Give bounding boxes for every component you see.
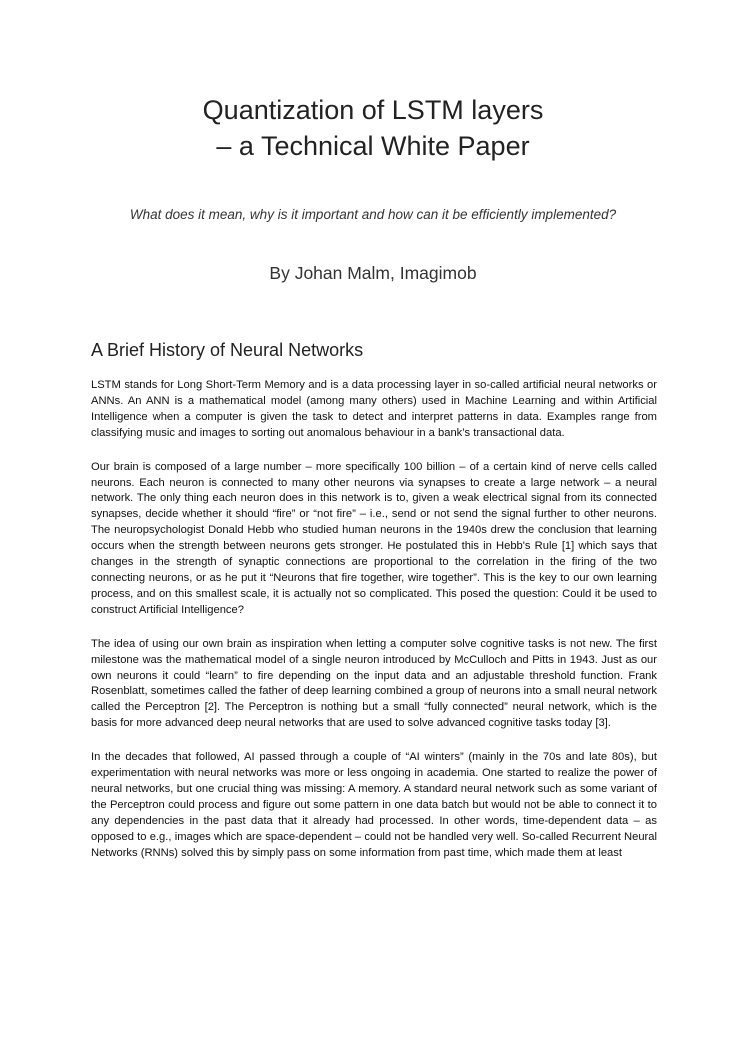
author-byline: By Johan Malm, Imagimob [269, 263, 477, 283]
document-title [0, 92, 746, 164]
paragraph-1: LSTM stands for Long Short-Term Memory and is a data processing layer in so-called artificial neural networks or ANNs. An ANN is a mathematical model (among many others) used in Machine Learning and within Artificial Intelligence when a computer is given the task to detect and interpret patterns in data. Examples range from classifying music and images to sorting out anomalous behaviour in a bank’s transactional data. [91, 379, 657, 439]
title-line-2: – a Technical White Paper [216, 131, 530, 161]
document-subtitle: What does it mean, why is it important and how can it be efficiently implemented? [129, 207, 617, 222]
paragraph-3: The idea of using our own brain as inspiration when letting a computer solve cognitive tasks is not new. The first milestone was the mathematical model of a single neuron introduced by McCulloch and Pitts in 1943. Just as our own neurons it could “learn” to fire depending on the input data and an adjustable threshold function. Frank Rosenblatt, sometimes called the father of deep learning combined a group of neurons into a small neural network called the Perceptron [2]. The Perceptron is nothing but a small “fully connected” neural network, which is the basis for more advanced deep neural networks that are used to solve advanced cognitive tasks today [3]. [91, 637, 657, 730]
section-body [91, 378, 657, 879]
section-heading: A Brief History of Neural Networks [91, 340, 364, 360]
paragraph-2: Our brain is composed of a large number – more specifically 100 billion – of a certain kind of nerve cells called neurons. Each neuron is connected to many other neurons via synapses to create a large network – a neural network. The only thing each neuron does in this network is to, given a weak electrical signal from its connected synapses, decide whether it should “fire” or “not fire” – i.e., send or not send the signal further to other neurons. The neuropsychologist Donald Hebb who studied human neurons in the 1940s drew the conclusion that learning occurs when the strength between neurons gets stronger. He postulated this in Hebb's Rule [1] which says that changes in the strength of synaptic connections are proportional to the correlation in the firing of the two connecting neurons, or as he put it “Neurons that fire together, wire together”. This is the key to our own learning process, and on this smallest scale, it is actually not so complicated. This posed the question: Could it be used to construct Artificial Intelligence? [91, 460, 657, 616]
paragraph-4: In the decades that followed, AI passed through a couple of “AI winters” (mainly in the 70s and late 80s), but experimentation with neural networks was more or less ongoing in academia. One started to realize the power of neural networks, but one crucial thing was missing: A memory. A standard neural network such as some variant of the Perceptron could process and figure out some pattern in one data batch but would not be able to connect it to any dependencies in the past data that it already had processed. In other words, time-dependent data – as opposed to e.g., images which are space-dependent – could not be handled very well. So-called Recurrent Neural Networks (RNNs) solved this by simply pass on some information from past time, which made them at least [91, 751, 657, 859]
title-line-1: Quantization of LSTM layers [202, 95, 544, 125]
